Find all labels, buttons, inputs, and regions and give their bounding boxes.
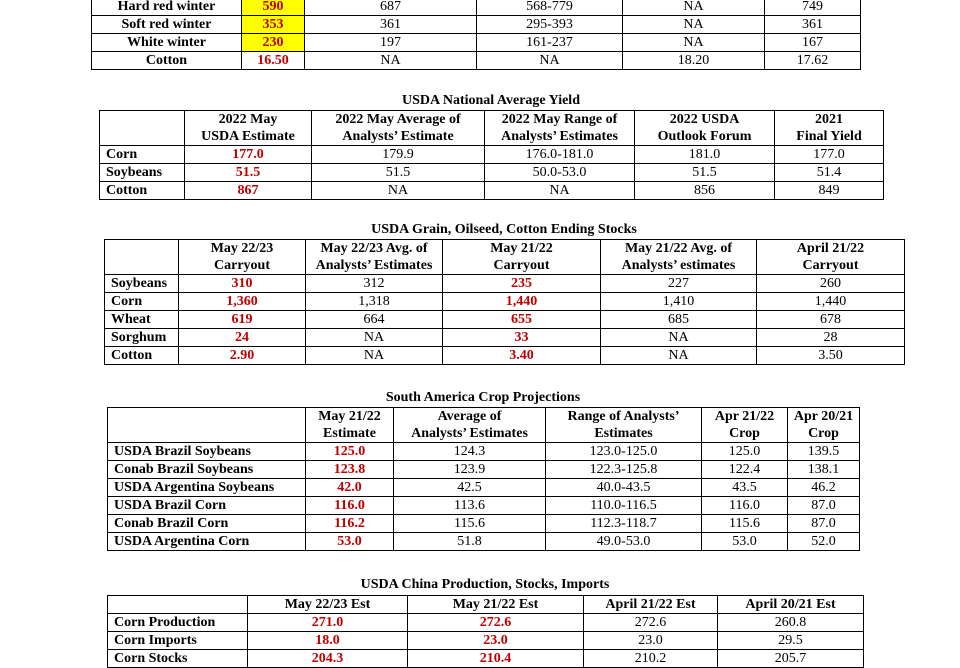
table-row	[105, 293, 905, 311]
current-estimate-cell: 210.4	[408, 650, 584, 668]
table-cell: NA	[485, 182, 635, 200]
current-estimate-cell: 272.6	[408, 614, 584, 632]
column-header: Range of Analysts’ Estimates	[546, 408, 702, 443]
table-cell: 87.0	[788, 497, 860, 515]
column-header: Apr 21/22 Crop	[702, 408, 788, 443]
table-row	[108, 479, 860, 497]
table-cell: NA	[623, 34, 765, 52]
row-label: Conab Brazil Soybeans	[108, 461, 306, 479]
table-row	[92, 0, 861, 16]
table-cell: NA	[477, 52, 623, 70]
current-estimate-cell: 230	[242, 34, 305, 52]
table-cell: 49.0-53.0	[546, 533, 702, 551]
row-label: Corn Stocks	[108, 650, 248, 668]
table-row	[105, 347, 905, 365]
table-cell: 210.2	[584, 650, 718, 668]
table-row	[108, 461, 860, 479]
table-cell: 122.4	[702, 461, 788, 479]
yield-table	[99, 110, 884, 200]
current-estimate-cell: 3.40	[443, 347, 601, 365]
table-row	[92, 34, 861, 52]
table-cell: NA	[312, 182, 485, 200]
table-cell: 176.0-181.0	[485, 146, 635, 164]
column-header: 2022 USDA Outlook Forum	[635, 111, 775, 146]
table-cell: 361	[765, 16, 861, 34]
row-label: Hard red winter	[92, 0, 242, 16]
table-cell: NA	[306, 347, 443, 365]
row-label: USDA Argentina Soybeans	[108, 479, 306, 497]
current-estimate-cell: 619	[179, 311, 306, 329]
table-cell: 87.0	[788, 515, 860, 533]
corner-cell	[100, 111, 185, 146]
column-header: May 21/22 Estimate	[306, 408, 394, 443]
table-cell: 1,318	[306, 293, 443, 311]
current-estimate-cell: 177.0	[185, 146, 312, 164]
row-label: Corn Imports	[108, 632, 248, 650]
table-row	[108, 443, 860, 461]
column-header: Apr 20/21 Crop	[788, 408, 860, 443]
table-row	[105, 329, 905, 347]
current-estimate-cell: 33	[443, 329, 601, 347]
table-cell: 124.3	[394, 443, 546, 461]
row-label: USDA Brazil Corn	[108, 497, 306, 515]
table-row	[105, 311, 905, 329]
column-header: Average of Analysts’ Estimates	[394, 408, 546, 443]
china-table-title: USDA China Production, Stocks, Imports	[360, 577, 610, 592]
table-cell: 29.5	[718, 632, 864, 650]
current-estimate-cell: 116.2	[306, 515, 394, 533]
column-header: April 21/22 Carryout	[757, 240, 905, 275]
table-cell: 17.62	[765, 52, 861, 70]
current-estimate-cell: 353	[242, 16, 305, 34]
column-header: 2022 May USDA Estimate	[185, 111, 312, 146]
table-cell: 664	[306, 311, 443, 329]
table-row	[108, 497, 860, 515]
row-label: Conab Brazil Corn	[108, 515, 306, 533]
table-cell: 115.6	[394, 515, 546, 533]
row-label: Cotton	[92, 52, 242, 70]
table-row	[108, 632, 864, 650]
table-cell: 42.5	[394, 479, 546, 497]
table-cell: NA	[601, 347, 757, 365]
current-estimate-cell: 590	[242, 0, 305, 16]
table-cell: 295-393	[477, 16, 623, 34]
table-cell: 685	[601, 311, 757, 329]
row-label: USDA Argentina Corn	[108, 533, 306, 551]
table-cell: NA	[623, 0, 765, 16]
column-header: April 21/22 Est	[584, 596, 718, 614]
stocks-table	[104, 239, 905, 365]
table-row	[100, 146, 884, 164]
table-cell: 197	[305, 34, 477, 52]
table-cell: 678	[757, 311, 905, 329]
column-header: May 22/23 Carryout	[179, 240, 306, 275]
table-cell: 1,440	[757, 293, 905, 311]
current-estimate-cell: 123.8	[306, 461, 394, 479]
table-cell: 43.5	[702, 479, 788, 497]
header-row	[105, 240, 905, 275]
china-table	[107, 595, 864, 668]
column-header: May 22/23 Avg. of Analysts’ Estimates	[306, 240, 443, 275]
column-header: 2022 May Average of Analysts’ Estimate	[312, 111, 485, 146]
table-cell: 51.4	[775, 164, 884, 182]
row-label: Cotton	[100, 182, 185, 200]
table-row	[105, 275, 905, 293]
current-estimate-cell: 16.50	[242, 52, 305, 70]
current-estimate-cell: 53.0	[306, 533, 394, 551]
table-cell: 40.0-43.5	[546, 479, 702, 497]
row-label: Wheat	[105, 311, 179, 329]
table-cell: 856	[635, 182, 775, 200]
current-estimate-cell: 125.0	[306, 443, 394, 461]
table-cell: 361	[305, 16, 477, 34]
column-header: April 20/21 Est	[718, 596, 864, 614]
row-label: USDA Brazil Soybeans	[108, 443, 306, 461]
current-estimate-cell: 2.90	[179, 347, 306, 365]
table-cell: 28	[757, 329, 905, 347]
current-estimate-cell: 116.0	[306, 497, 394, 515]
table-cell: 23.0	[584, 632, 718, 650]
table-cell: NA	[601, 329, 757, 347]
current-estimate-cell: 23.0	[408, 632, 584, 650]
current-estimate-cell: 24	[179, 329, 306, 347]
table-cell: 123.0-125.0	[546, 443, 702, 461]
table-cell: 312	[306, 275, 443, 293]
table-cell: 260	[757, 275, 905, 293]
header-row	[108, 596, 864, 614]
column-header: 2021 Final Yield	[775, 111, 884, 146]
row-label: Soft red winter	[92, 16, 242, 34]
table-row	[92, 16, 861, 34]
current-estimate-cell: 18.0	[248, 632, 408, 650]
table-row	[108, 614, 864, 632]
table-row	[108, 650, 864, 668]
table-cell: 123.9	[394, 461, 546, 479]
table-cell: 113.6	[394, 497, 546, 515]
table-cell: 849	[775, 182, 884, 200]
table-cell: 167	[765, 34, 861, 52]
column-header: May 21/22 Carryout	[443, 240, 601, 275]
table-cell: 181.0	[635, 146, 775, 164]
table-cell: 53.0	[702, 533, 788, 551]
table-cell: 112.3-118.7	[546, 515, 702, 533]
table-cell: 687	[305, 0, 477, 16]
table-cell: 116.0	[702, 497, 788, 515]
table-cell: 272.6	[584, 614, 718, 632]
stocks-table-title: USDA Grain, Oilseed, Cotton Ending Stocks	[371, 222, 637, 237]
table-cell: 50.0-53.0	[485, 164, 635, 182]
table-cell: 161-237	[477, 34, 623, 52]
corner-cell	[105, 240, 179, 275]
column-header: 2022 May Range of Analysts’ Estimates	[485, 111, 635, 146]
table-cell: 52.0	[788, 533, 860, 551]
current-estimate-cell: 655	[443, 311, 601, 329]
table-cell: 51.5	[312, 164, 485, 182]
current-estimate-cell: 867	[185, 182, 312, 200]
south-america-table	[107, 407, 860, 551]
row-label: Cotton	[105, 347, 179, 365]
table-cell: NA	[305, 52, 477, 70]
row-label: Soybeans	[105, 275, 179, 293]
current-estimate-cell: 51.5	[185, 164, 312, 182]
table-cell: NA	[306, 329, 443, 347]
table-cell: 1,410	[601, 293, 757, 311]
table-cell: 46.2	[788, 479, 860, 497]
table-cell: 138.1	[788, 461, 860, 479]
table-cell: 139.5	[788, 443, 860, 461]
table-cell: 18.20	[623, 52, 765, 70]
current-estimate-cell: 1,360	[179, 293, 306, 311]
current-estimate-cell: 1,440	[443, 293, 601, 311]
table-cell: 749	[765, 0, 861, 16]
table-cell: 51.8	[394, 533, 546, 551]
table-cell: 227	[601, 275, 757, 293]
table-cell: 205.7	[718, 650, 864, 668]
table-cell: 115.6	[702, 515, 788, 533]
table-row	[108, 533, 860, 551]
table-row	[100, 182, 884, 200]
header-row	[108, 408, 860, 443]
table-cell: 177.0	[775, 146, 884, 164]
table-cell: 51.5	[635, 164, 775, 182]
table-cell: 260.8	[718, 614, 864, 632]
column-header: May 22/23 Est	[248, 596, 408, 614]
current-estimate-cell: 310	[179, 275, 306, 293]
row-label: Corn	[100, 146, 185, 164]
table-cell: 125.0	[702, 443, 788, 461]
table-cell: 179.9	[312, 146, 485, 164]
current-estimate-cell: 204.3	[248, 650, 408, 668]
wheat-class-table	[91, 0, 861, 70]
table-cell: NA	[623, 16, 765, 34]
row-label: Sorghum	[105, 329, 179, 347]
current-estimate-cell: 271.0	[248, 614, 408, 632]
table-row	[108, 515, 860, 533]
column-header: May 21/22 Est	[408, 596, 584, 614]
table-cell: 3.50	[757, 347, 905, 365]
south-america-table-title: South America Crop Projections	[385, 390, 581, 405]
column-header: May 21/22 Avg. of Analysts’ estimates	[601, 240, 757, 275]
table-cell: 122.3-125.8	[546, 461, 702, 479]
table-cell: 568-779	[477, 0, 623, 16]
table-cell: 110.0-116.5	[546, 497, 702, 515]
table-row	[100, 164, 884, 182]
row-label: White winter	[92, 34, 242, 52]
yield-table-title: USDA National Average Yield	[402, 93, 580, 108]
current-estimate-cell: 42.0	[306, 479, 394, 497]
current-estimate-cell: 235	[443, 275, 601, 293]
table-row	[92, 52, 861, 70]
corner-cell	[108, 408, 306, 443]
row-label: Corn	[105, 293, 179, 311]
header-row	[100, 111, 884, 146]
corner-cell	[108, 596, 248, 614]
row-label: Corn Production	[108, 614, 248, 632]
row-label: Soybeans	[100, 164, 185, 182]
